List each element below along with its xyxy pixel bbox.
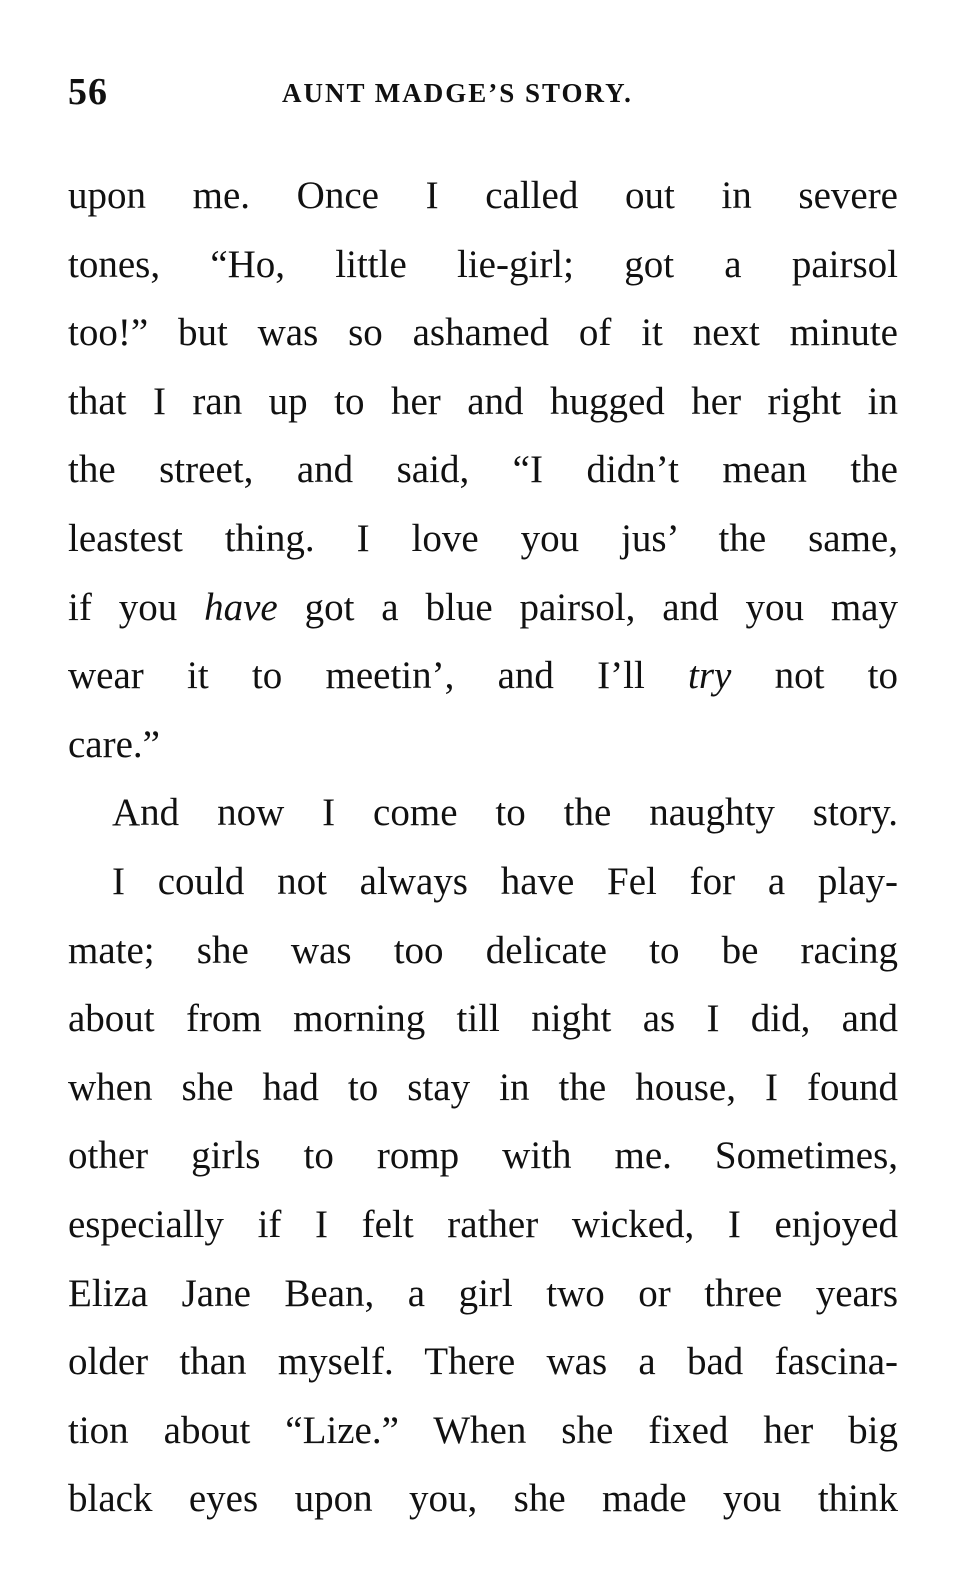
- text-line: [68, 574, 898, 643]
- text-segment: got a blue pairsol, and you may: [277, 585, 898, 629]
- text-line: the street, and said, “I didn’t mean the: [68, 448, 898, 492]
- text-line: too!” but was so ashamed of it next minute: [68, 311, 898, 355]
- text-line: leastest thing. I love you jus’ the same,: [68, 516, 898, 560]
- text-line: care.”: [68, 722, 160, 766]
- text-segment: if you: [68, 585, 205, 629]
- body-text: [68, 162, 898, 1534]
- text-line: especially if I felt rather wicked, I enjoyed: [68, 1202, 898, 1246]
- text-line: Eliza Jane Bean, a girl two or three years: [68, 1271, 898, 1315]
- text-line: when she had to stay in the house, I found: [68, 1065, 898, 1109]
- page-number: 56: [68, 71, 108, 113]
- text-line: [68, 642, 898, 711]
- text-line: black eyes upon you, she made you think: [68, 1477, 898, 1521]
- italic-word: have: [204, 585, 278, 629]
- text-line: about from morning till night as I did, and: [68, 997, 898, 1041]
- running-head: AUNT MADGE’S STORY.: [282, 78, 633, 108]
- text-line: mate; she was too delicate to be racing: [68, 928, 898, 972]
- text-line: older than myself. There was a bad fascina-: [68, 1340, 898, 1384]
- text-line: tones, “Ho, little lie-girl; got a pairsol: [68, 242, 898, 286]
- page-header: [68, 62, 898, 122]
- text-line: I could not always have Fel for a play-: [112, 859, 898, 903]
- text-line: And now I come to the naughty story.: [112, 791, 898, 835]
- text-line: upon me. Once I called out in severe: [68, 174, 898, 217]
- text-line: tion about “Lize.” When she fixed her big: [68, 1408, 898, 1452]
- text-segment: not to: [731, 654, 898, 698]
- text-line: that I ran up to her and hugged her right in: [68, 379, 898, 423]
- text-line: other girls to romp with me. Sometimes,: [68, 1134, 898, 1178]
- italic-word: try: [688, 654, 732, 698]
- text-segment: wear it to meetin’, and I’ll: [68, 654, 689, 698]
